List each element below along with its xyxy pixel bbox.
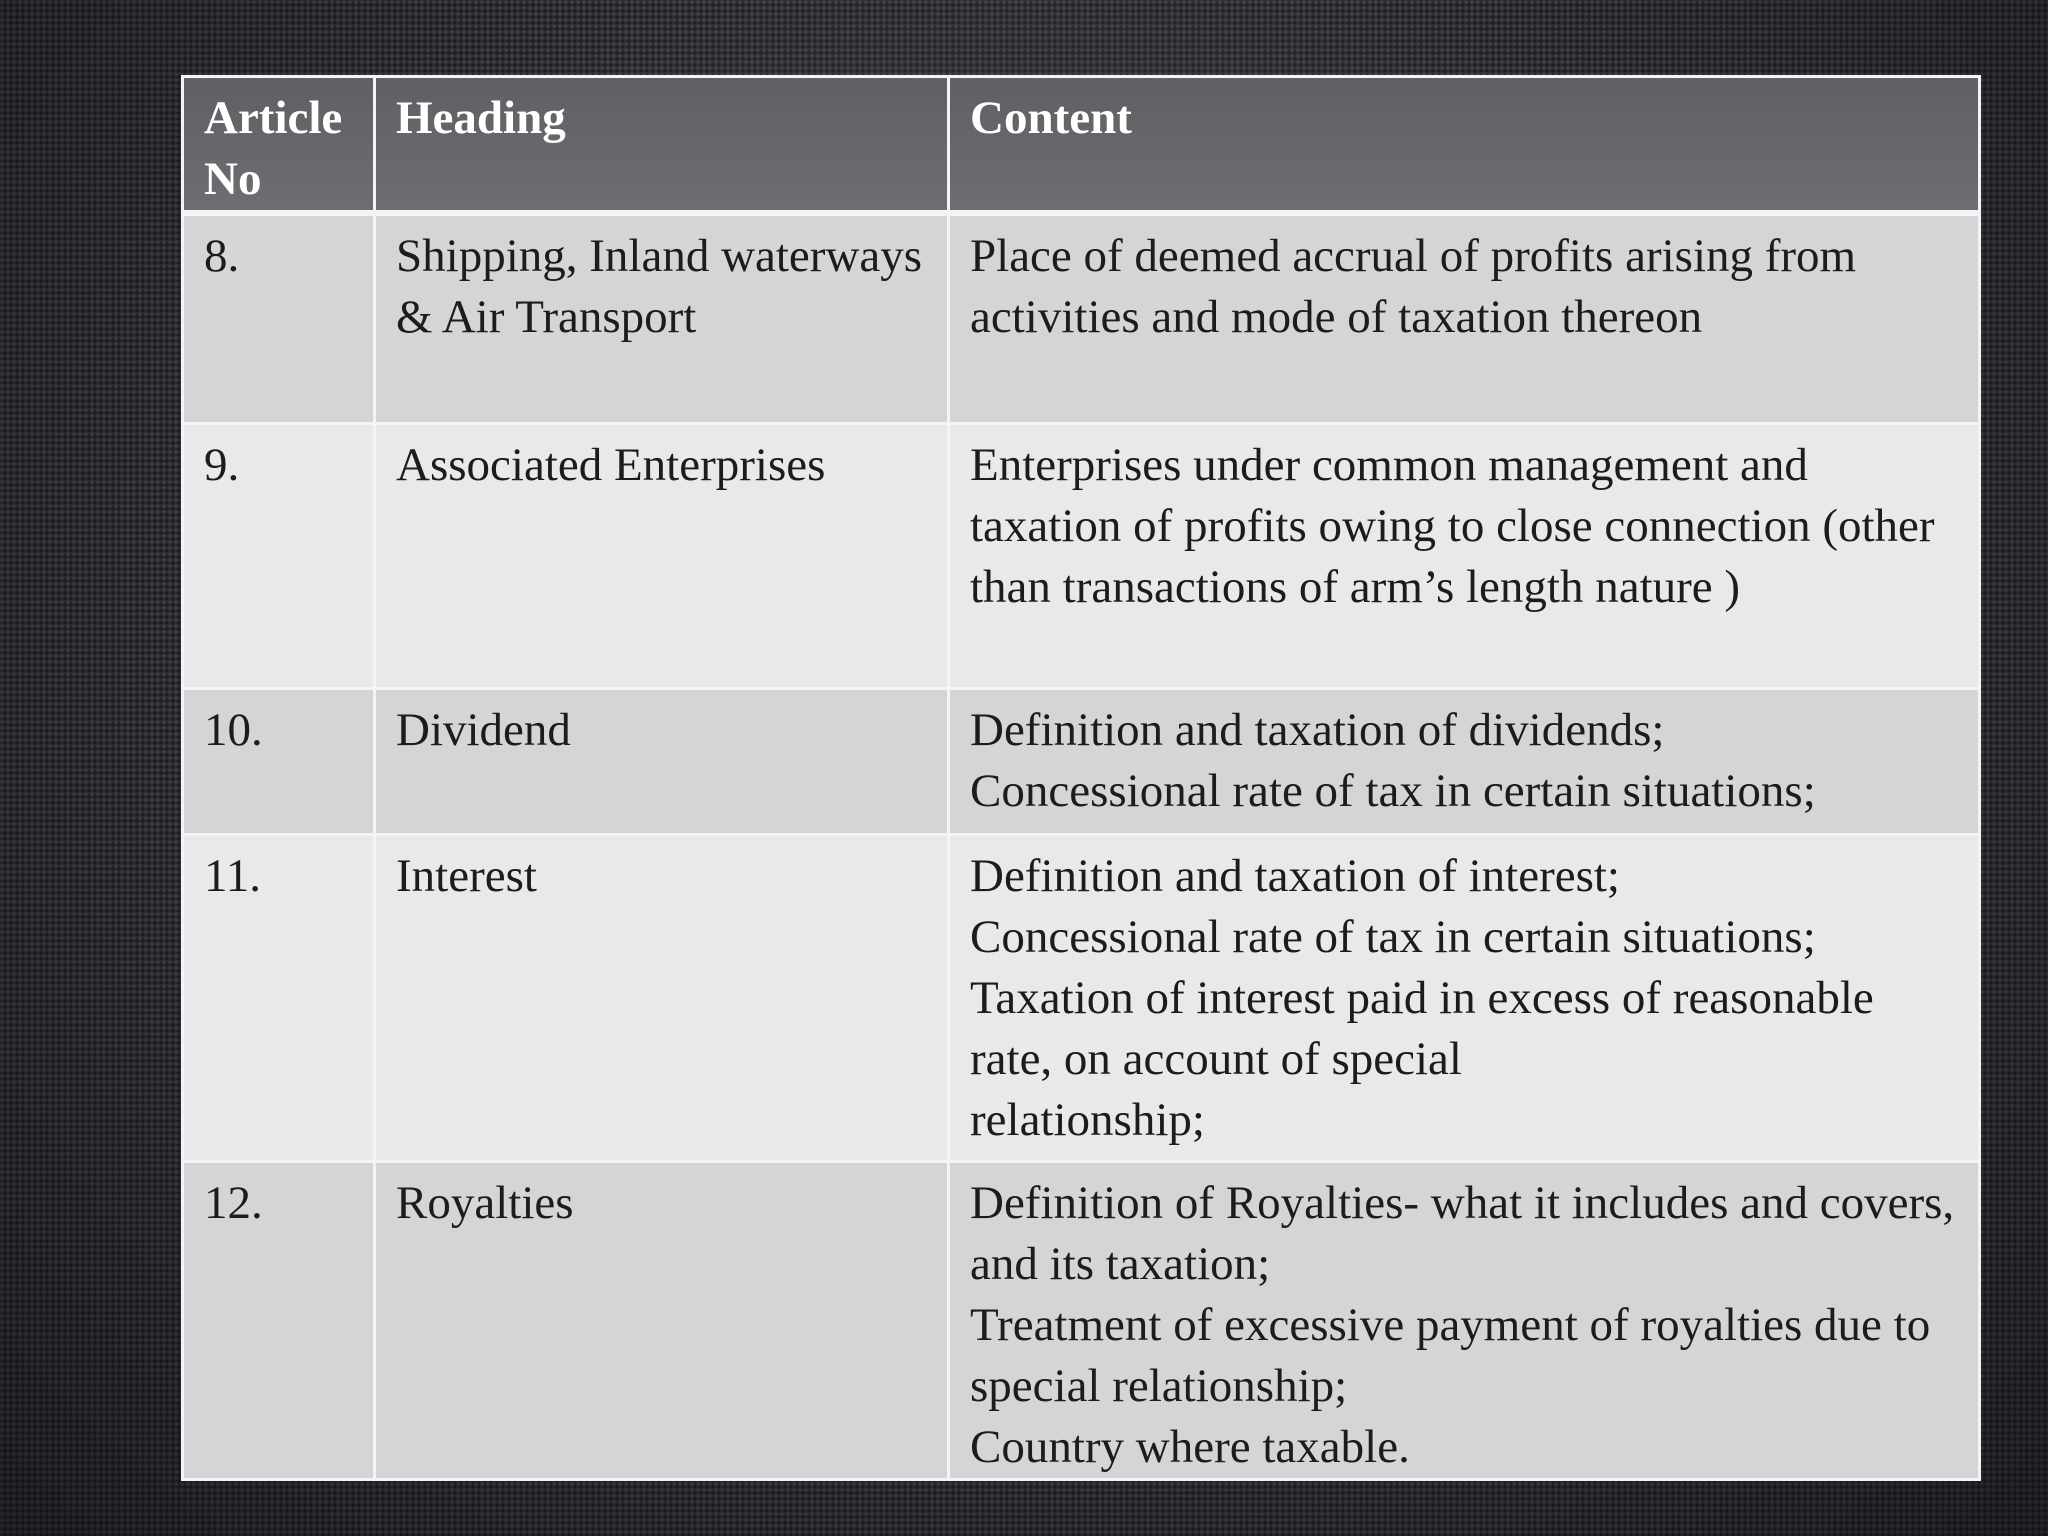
cell-article-no: 11. <box>183 835 375 1162</box>
content-line: Concessional rate of tax in certain situations; <box>970 765 1816 817</box>
table-row <box>183 213 1980 424</box>
cell-article-no: 12. <box>183 1162 375 1480</box>
cell-content <box>949 213 1980 424</box>
cell-heading: Royalties <box>375 1162 949 1480</box>
content-line: Country where taxable. <box>970 1421 1410 1473</box>
content-line: Definition and taxation of dividends; <box>970 704 1665 756</box>
table-row <box>183 835 1980 1162</box>
cell-article-no: 10. <box>183 689 375 835</box>
header-article-no: Article No <box>183 77 375 214</box>
cell-article-no: 9. <box>183 424 375 689</box>
cell-heading: Associated Enterprises <box>375 424 949 689</box>
table-row <box>183 1162 1980 1480</box>
cell-content <box>949 689 1980 835</box>
header-row <box>183 77 1980 214</box>
content-line: Definition of Royalties- what it includes and covers, and its taxation; <box>970 1177 1955 1290</box>
cell-heading: Shipping, Inland waterways & Air Transport <box>375 213 949 424</box>
cell-content <box>949 1162 1980 1480</box>
table-row <box>183 424 1980 689</box>
table-row <box>183 689 1980 835</box>
content-line: Definition and taxation of interest; <box>970 850 1620 902</box>
cell-heading: Dividend <box>375 689 949 835</box>
content-line: Taxation of interest paid in excess of reasonable rate, on account of special <box>970 972 1874 1085</box>
cell-heading: Interest <box>375 835 949 1162</box>
header-content: Content <box>949 77 1980 214</box>
header-heading: Heading <box>375 77 949 214</box>
cell-content <box>949 835 1980 1162</box>
table-header <box>183 77 1980 214</box>
content-line: Treatment of excessive payment of royalties due to special relationship; <box>970 1299 1931 1412</box>
content-line: Place of deemed accrual of profits arising from activities and mode of taxation thereon <box>970 230 1857 343</box>
content-line: Enterprises under common management and taxation of profits owing to close connection (other than transactions of arm’s length nature ) <box>970 439 1935 613</box>
table-body <box>183 213 1980 1480</box>
content-line: Concessional rate of tax in certain situations; <box>970 911 1816 963</box>
cell-article-no: 8. <box>183 213 375 424</box>
content-line: relationship; <box>970 1094 1205 1146</box>
articles-table <box>181 75 1981 1481</box>
cell-content <box>949 424 1980 689</box>
